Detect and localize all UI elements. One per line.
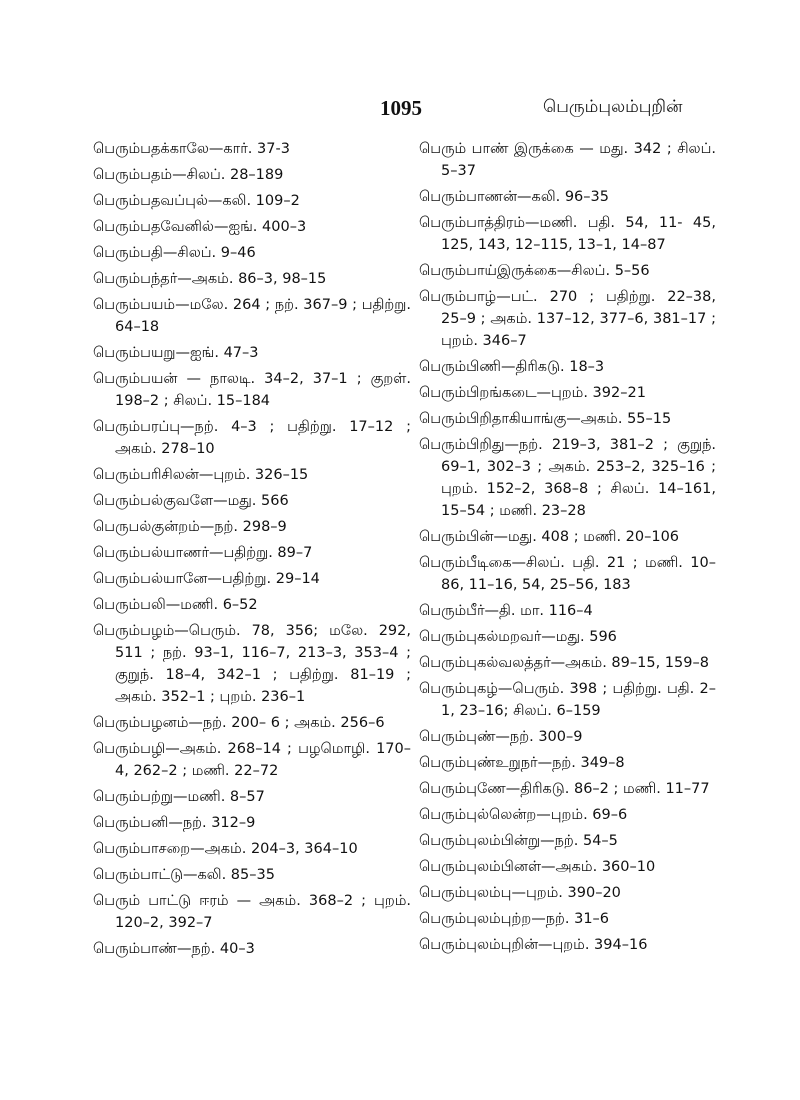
index-entry: பெரும்புலம்பு—புறம். 390–20 xyxy=(419,885,621,901)
index-entry: பெரும்புண்உறுநர்—நற். 349–8 xyxy=(419,755,625,771)
index-entry: பெரும்பிறங்கடை—புறம். 392–21 xyxy=(419,385,646,401)
index-entry: பெரும்பாணன்—கலி. 96–35 xyxy=(419,189,609,205)
index-entry: பெரும்பாய்இருக்கை—சிலப். 5–56 xyxy=(419,263,650,279)
index-column-left xyxy=(93,138,411,964)
index-entry: பெரும்பரப்பு—நற். 4–3 ; பதிற்று. 17–12 ; அகம். 278–10 xyxy=(93,419,411,457)
index-entry: பெரும்பயம்—மலே. 264 ; நற். 367–9 ; பதிற்று. 64–18 xyxy=(93,297,411,335)
index-entry: பெரும்பரிசிலன்—புறம். 326–15 xyxy=(93,467,309,483)
index-entry: பெரும்பதவேனில்—ஐங். 400–3 xyxy=(93,219,307,235)
index-entry: பெரும்பிறிது—நற். 219–3, 381–2 ; குறுந். 69–1, 302–3 ; அகம். 253–2, 325–16 ; புறம். 152–2, 368–8 ; சிலப். 14–161, 15–54 ; மணி. 23–28 xyxy=(419,437,716,519)
index-entry: பெரும்பற்று—மணி. 8–57 xyxy=(93,789,265,805)
index-entry: பெரும்புணே—திரிகடு. 86–2 ; மணி. 11–77 xyxy=(419,781,710,797)
index-entry: பெரும்பதவப்புல்—கலி. 109–2 xyxy=(93,193,300,209)
index-entry: பெரும்புண்—நற். 300–9 xyxy=(419,729,583,745)
index-entry: பெரும்பதம்—சிலப். 28–189 xyxy=(93,167,284,183)
index-entry: பெரும்பழனம்—நற். 200– 6 ; அகம். 256–6 xyxy=(93,715,385,731)
index-entry: பெரும்பிறிதாகியாங்கு—அகம். 55–15 xyxy=(419,411,672,427)
index-entry: பெரும்புலம்புற்ற—நற். 31–6 xyxy=(419,911,610,927)
index-entry: பெரும் பாட்டு ஈரம் — அகம். 368–2 ; புறம். 120–2, 392–7 xyxy=(93,893,411,931)
index-entry: பெரும்பல்யாணர்—பதிற்று. 89–7 xyxy=(93,545,313,561)
index-entry: பெரும்பல்குவளே—மது. 566 xyxy=(93,493,289,509)
index-entry: பெரும்பாழ்—பட். 270 ; பதிற்று. 22–38, 25–9 ; அகம். 137–12, 377–6, 381–17 ; புறம். 346–7 xyxy=(419,289,716,349)
index-entry: பெரும்புகழ்—பெரும். 398 ; பதிற்று. பதி. 2–1, 23–16; சிலப். 6–159 xyxy=(419,681,716,719)
index-entry: பெரும்புகல்வலத்தர்—அகம். 89–15, 159–8 xyxy=(419,655,709,671)
index-entry: பெரும்பனி—நற். 312–9 xyxy=(93,815,256,831)
index-entry: பெரும்பாண்—நற். 40–3 xyxy=(93,941,255,957)
index-entry: பெரும்பயன் — நாலடி. 34–2, 37–1 ; குறள். 198–2 ; சிலப். 15–184 xyxy=(93,371,411,409)
index-entry: பெரும்பீர்—தி. மா. 116–4 xyxy=(419,603,593,619)
index-entry: பெரும்பழி—அகம். 268–14 ; பழமொழி. 170–4, 262–2 ; மணி. 22–72 xyxy=(93,741,411,779)
index-entry: பெருபல்குன்றம்—நற். 298–9 xyxy=(93,519,287,535)
index-entry: பெரும்பீடிகை—சிலப். பதி. 21 ; மணி. 10–86, 11–16, 54, 25–56, 183 xyxy=(419,555,716,593)
running-head: பெரும்புலம்புறின் xyxy=(543,97,683,117)
index-entry: பெரும்பலி—மணி. 6–52 xyxy=(93,597,258,613)
index-entry: பெரும்பல்யானே—பதிற்று. 29–14 xyxy=(93,571,320,587)
index-entry: பெரும்புலம்பினள்—அகம். 360–10 xyxy=(419,859,656,875)
index-entry: பெரும்பின்—மது. 408 ; மணி. 20–106 xyxy=(419,529,680,545)
index-entry: பெரும்பயறு—ஐங். 47–3 xyxy=(93,345,259,361)
index-entry: பெரும்பாசறை—அகம். 204–3, 364–10 xyxy=(93,841,358,857)
index-entry: பெரும்பாட்டு—கலி. 85–35 xyxy=(93,867,275,883)
index-entry: பெரும்புகல்மறவர்—மது. 596 xyxy=(419,629,617,645)
index-entry: பெரும்புலம்புறின்—புறம். 394–16 xyxy=(419,937,648,953)
index-entry: பெரும்பழம்—பெரும். 78, 356; மலே. 292, 511 ; நற். 93–1, 116–7, 213–3, 353–4 ; குறுந். 18–4, 342–1 ; பதிற்று. 81–19 ; அகம். 352–1 ; புறம். 236–1 xyxy=(93,623,411,705)
index-entry: பெரும்புலம்பின்று—நற். 54–5 xyxy=(419,833,618,849)
index-column-right xyxy=(419,138,716,960)
index-entry: பெரும்பந்தர்—அகம். 86–3, 98–15 xyxy=(93,271,327,287)
index-entry: பெரும்பதி—சிலப். 9–46 xyxy=(93,245,256,261)
page-number: 1095 xyxy=(380,96,422,120)
index-entry: பெரும் பாண் இருக்கை — மது. 342 ; சிலப். 5–37 xyxy=(419,141,716,179)
index-entry: பெரும்பதக்காலே—கார். 37-3 xyxy=(93,141,290,157)
index-entry: பெரும்பாத்திரம்—மணி. பதி. 54, 11- 45, 125, 143, 12–115, 13–1, 14–87 xyxy=(419,215,716,253)
index-entry: பெரும்புல்லென்ற—புறம். 69–6 xyxy=(419,807,628,823)
index-entry: பெரும்பிணி—திரிகடு. 18–3 xyxy=(419,359,605,375)
